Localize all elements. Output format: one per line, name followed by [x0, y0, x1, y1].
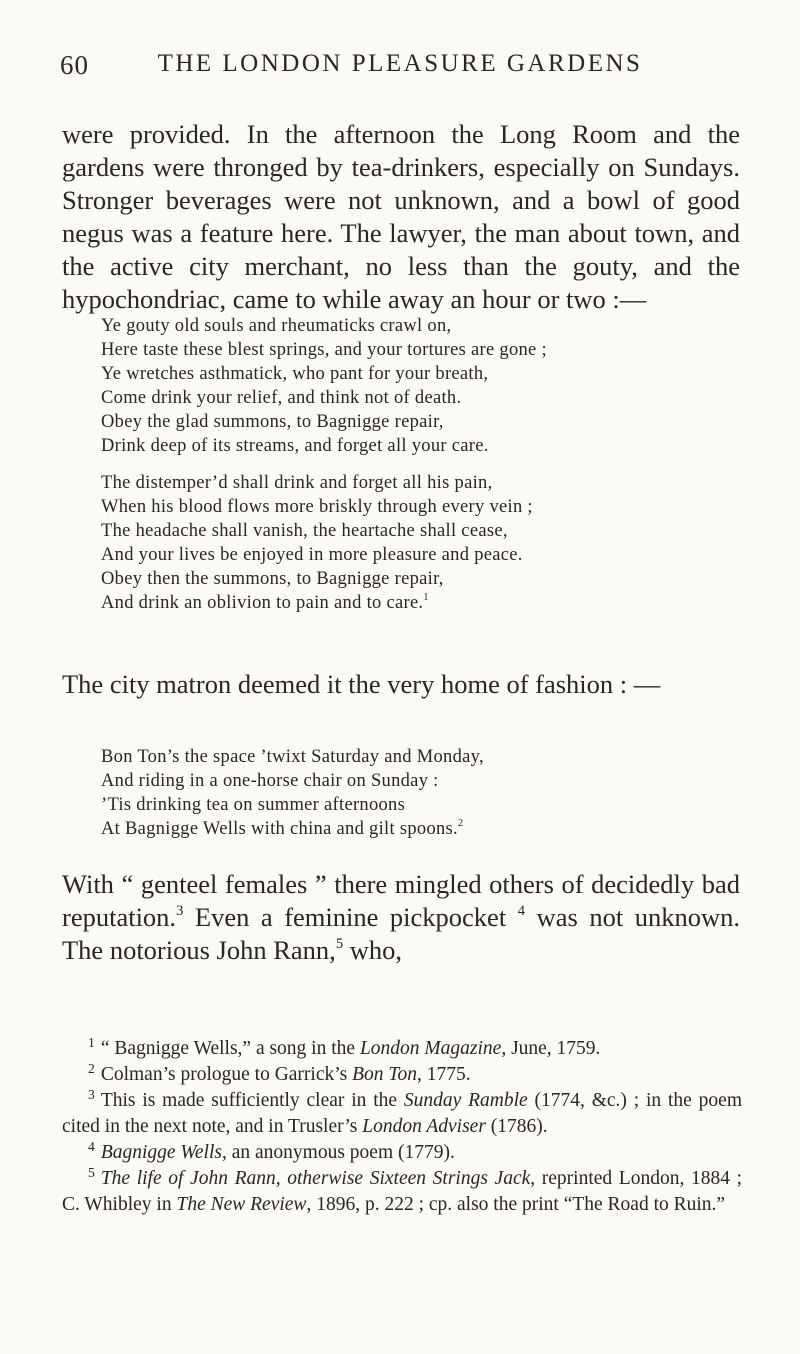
footnote: [62, 1140, 742, 1166]
text-run: With “ genteel females ” there mingled others of decidedly bad reputation.: [62, 869, 740, 932]
verse-line: Ye wretches asthmatick, who pant for your breath,: [101, 364, 489, 384]
poem-bon-ton: [101, 745, 751, 841]
verse-text: And drink an oblivion to pain and to care.: [101, 593, 424, 613]
stanza-break: [101, 458, 751, 471]
verse-line: Obey then the summons, to Bagnigge repair,: [101, 569, 444, 589]
text-run: who,: [343, 935, 402, 965]
verse-line: The distemper’d shall drink and forget all his pain,: [101, 473, 493, 493]
verse-line: Drink deep of its streams, and forget all your care.: [101, 436, 489, 456]
footnote-text: , an anonymous poem (1779).: [221, 1142, 455, 1163]
verse-line: [101, 591, 751, 615]
verse-line: When his blood flows more briskly through every vein ;: [101, 497, 533, 517]
running-title: THE LONDON PLEASURE GARDENS: [157, 50, 643, 77]
footnote-ref: 1: [423, 591, 429, 603]
verse-line: Ye gouty old souls and rheumaticks crawl on,: [101, 316, 452, 336]
verse-line: The headache shall vanish, the heartache shall cease,: [101, 521, 508, 541]
footnote-text: (1786).: [485, 1116, 548, 1137]
verse-line: Come drink your relief, and think not of death.: [101, 388, 462, 408]
verse-line: ’Tis drinking tea on summer afternoons: [101, 795, 406, 815]
paragraph-genteel-females: [62, 868, 740, 967]
footnote-text: (1774, &c.) ; in the poem cited in the next note, and in Trusler’s: [62, 1090, 742, 1137]
verse-line: And your lives be enjoyed in more pleasure and peace.: [101, 545, 523, 565]
footnote: [62, 1036, 742, 1062]
verse-line: Bon Ton’s the space ’twixt Saturday and Monday,: [101, 747, 484, 767]
footnote-title: Sunday Ramble: [403, 1090, 528, 1111]
text-run: was not unknown. The notorious John Rann,: [62, 902, 740, 965]
verse-text: At Bagnigge Wells with china and gilt spoons.: [101, 819, 458, 839]
footnote-text: , 1896, p. 222 ; cp. also the print “The Road to Ruin.”: [306, 1194, 726, 1215]
verse-line: Here taste these blest springs, and your tortures are gone ;: [101, 340, 547, 360]
paragraph-city-matron: The city matron deemed it the very home of fashion : —: [62, 669, 661, 699]
footnote-title: London Adviser: [362, 1116, 486, 1137]
footnote-text: , reprinted London, 1884 ; C. Whibley in: [62, 1168, 743, 1215]
paragraph-tea-drinkers: were provided. In the afternoon the Long Room and the gardens were thronged by tea-drinkers, especially on Sundays. Stronger beverages were not unknown, and a bowl of good negus was a feature here. The lawyer, the man about town, and the active city merchant, no less than the gouty, and the hypochondriac, came to while away an hour or two :—: [62, 119, 740, 314]
footnote-ref: 4: [517, 902, 526, 919]
footnote-ref: 5: [335, 935, 344, 952]
footnote-number: 4: [88, 1138, 95, 1154]
footnote: [62, 1062, 742, 1088]
footnote-title: Bon Ton: [352, 1064, 417, 1085]
verse-line: And riding in a one-horse chair on Sunday :: [101, 771, 439, 791]
footnote-number: 3: [88, 1086, 95, 1102]
verse-line: Obey the glad summons, to Bagnigge repair,: [101, 412, 444, 432]
footnote-text: “ Bagnigge Wells,” a song in the: [100, 1038, 360, 1059]
footnotes: [62, 1036, 742, 1218]
footnote-title: London Magazine: [359, 1038, 502, 1059]
page-header: [60, 50, 740, 86]
footnote-ref: 2: [457, 817, 464, 829]
text-run: Even a feminine pickpocket: [183, 902, 518, 932]
footnote-title: Bagnigge Wells: [100, 1142, 222, 1163]
footnote-number: 1: [88, 1034, 95, 1050]
footnote-title: The life of John Rann, otherwise Sixteen Strings Jack: [100, 1168, 531, 1189]
footnote-title: The New Review: [176, 1194, 307, 1215]
footnote-text: , June, 1759.: [501, 1038, 601, 1059]
footnote-number: 2: [88, 1060, 95, 1076]
page-number: 60: [60, 50, 89, 80]
footnote-text: , 1775.: [416, 1064, 471, 1085]
footnote: [62, 1088, 742, 1140]
footnote: [62, 1166, 742, 1218]
footnote-ref: 3: [176, 902, 184, 919]
poem-bagnigge-wells: [101, 314, 751, 615]
footnote-text: This is made sufficiently clear in the: [100, 1090, 404, 1111]
footnote-number: 5: [88, 1164, 95, 1180]
verse-line: [101, 817, 751, 841]
footnote-text: Colman’s prologue to Garrick’s: [100, 1064, 353, 1085]
